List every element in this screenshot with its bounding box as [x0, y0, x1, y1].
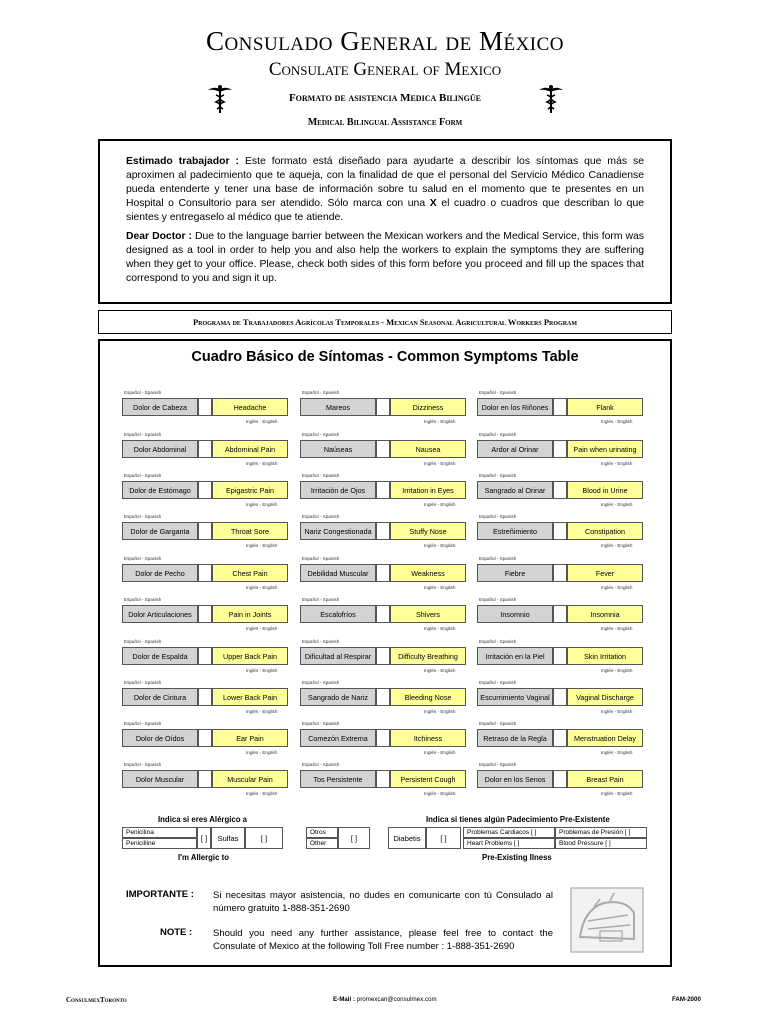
- symptom-checkbox[interactable]: [553, 398, 567, 416]
- symptom-es: Comezón Extrema: [300, 729, 376, 747]
- note-label: NOTE :: [160, 927, 193, 938]
- english-tag: Inglés - English: [246, 709, 278, 714]
- spanish-tag: Español - Spanish: [302, 473, 340, 478]
- english-tag: Inglés - English: [424, 419, 456, 424]
- symptom-checkbox[interactable]: [553, 440, 567, 458]
- spanish-tag: Español - Spanish: [302, 432, 340, 437]
- symptom-es: Dolor en los Riñones: [477, 398, 553, 416]
- form-title-en: Medical Bilingual Assistance Form: [307, 117, 463, 128]
- symptom-es: Dolor Muscular: [122, 770, 198, 788]
- symptom-es: Dolor de Oídos: [122, 729, 198, 747]
- symptom-es: Escurrimiento Vaginal: [477, 688, 553, 706]
- symptom-es: Escalofríos: [300, 605, 376, 623]
- english-tag: Inglés - English: [424, 709, 456, 714]
- symptom-en: Flank: [567, 398, 643, 416]
- symptoms-table-title: Cuadro Básico de Síntomas - Common Symptoms Table: [191, 349, 579, 365]
- symptom-es: Debilidad Muscular: [300, 564, 376, 582]
- symptom-checkbox[interactable]: [198, 564, 212, 582]
- footer-code: FAM-2000: [672, 996, 701, 1003]
- symptom-es: Retraso de la Regla: [477, 729, 553, 747]
- spanish-tag: Español - Spanish: [479, 473, 517, 478]
- spanish-tag: Español - Spanish: [302, 556, 340, 561]
- symptom-en: Upper Back Pain: [212, 647, 288, 665]
- symptom-checkbox[interactable]: [198, 398, 212, 416]
- intro-es-mark: X: [429, 198, 437, 209]
- importante-text: Si necesitas mayor asistencia, no dudes en comunicarte con tú Consulado al número gratuito 1-888-351-2690: [213, 890, 553, 914]
- symptom-checkbox[interactable]: [376, 564, 390, 582]
- english-tag: Inglés - English: [246, 668, 278, 673]
- english-tag: Inglés - English: [424, 626, 456, 631]
- symptom-es: Estreñimiento: [477, 522, 553, 540]
- note-text: Should you need any further assistance, please feel free to contact the Consulate of Mexico at the following Toll Free number : 1-888-351-2690: [213, 928, 553, 952]
- allergy-title: Indica si eres Alérgico a: [158, 815, 247, 824]
- symptom-es: Dolor de Espalda: [122, 647, 198, 665]
- symptom-en: Persistent Cough: [390, 770, 466, 788]
- symptom-checkbox[interactable]: [553, 481, 567, 499]
- sulfas-label: Sulfas: [211, 827, 245, 849]
- symptom-en: Nausea: [390, 440, 466, 458]
- heart-problems-option[interactable]: Heart Problems [ ]: [463, 838, 555, 849]
- spanish-tag: Español - Spanish: [302, 639, 340, 644]
- symptom-en: Dizziness: [390, 398, 466, 416]
- page-subtitle: Consulate General of Mexico: [268, 59, 502, 80]
- symptom-checkbox[interactable]: [553, 770, 567, 788]
- spanish-tag: Español - Spanish: [124, 390, 162, 395]
- symptom-en: Weakness: [390, 564, 466, 582]
- spanish-tag: Español - Spanish: [124, 721, 162, 726]
- symptom-es: Dolor Abdominal: [122, 440, 198, 458]
- symptom-checkbox[interactable]: [553, 688, 567, 706]
- english-tag: Inglés - English: [246, 543, 278, 548]
- symptom-en: Menstruation Delay: [567, 729, 643, 747]
- english-tag: Inglés - English: [424, 791, 456, 796]
- symptom-es: Dolor de Pecho: [122, 564, 198, 582]
- symptom-es: Dolor de Garganta: [122, 522, 198, 540]
- spanish-tag: Español - Spanish: [302, 597, 340, 602]
- symptom-checkbox[interactable]: [553, 522, 567, 540]
- english-tag: Inglés - English: [424, 668, 456, 673]
- spanish-tag: Español - Spanish: [124, 514, 162, 519]
- spanish-tag: Español - Spanish: [124, 680, 162, 685]
- symptom-en: Blood in Urine: [567, 481, 643, 499]
- spanish-tag: Español - Spanish: [479, 680, 517, 685]
- symptom-es: Dolor en los Senos: [477, 770, 553, 788]
- footer-email-label: E-Mail :: [333, 996, 356, 1003]
- intro-es-text-1: Este formato está diseñado para ayudarte a describir los síntomas que más se aproximen al padecimiento que te aqueja, con la finalidad de que el personal del Servicio Médico Canadiense pueda entenderte y tener una base de información sobre tu salud en el momento que te presentes en un Hospital o Consultorio para ser atendido. Sólo marca con una: [126, 156, 644, 209]
- english-tag: Inglés - English: [601, 791, 633, 796]
- symptom-checkbox[interactable]: [553, 729, 567, 747]
- spanish-tag: Español - Spanish: [479, 721, 517, 726]
- symptom-en: Insomnia: [567, 605, 643, 623]
- spanish-tag: Español - Spanish: [302, 721, 340, 726]
- spanish-tag: Español - Spanish: [479, 390, 517, 395]
- spanish-tag: Español - Spanish: [479, 639, 517, 644]
- english-tag: Inglés - English: [601, 709, 633, 714]
- symptom-checkbox[interactable]: [553, 605, 567, 623]
- intro-box: [98, 139, 672, 304]
- spanish-tag: Español - Spanish: [302, 390, 340, 395]
- intro-es-lead: Estimado trabajador :: [126, 156, 239, 167]
- penicilline-label: Penicilline: [122, 838, 197, 849]
- symptom-en: Stuffy Nose: [390, 522, 466, 540]
- english-tag: Inglés - English: [246, 419, 278, 424]
- symptom-checkbox[interactable]: [198, 605, 212, 623]
- otros-label: Otros: [306, 827, 338, 838]
- other-label: Other: [306, 838, 338, 849]
- symptom-checkbox[interactable]: [376, 440, 390, 458]
- symptom-es: Sangrado de Nariz: [300, 688, 376, 706]
- symptom-en: Muscular Pain: [212, 770, 288, 788]
- other-allergy-checkbox[interactable]: [ ]: [338, 827, 370, 849]
- symptom-en: Headache: [212, 398, 288, 416]
- page-title: Consulado General de México: [205, 26, 565, 56]
- spanish-tag: Español - Spanish: [124, 639, 162, 644]
- english-tag: Inglés - English: [424, 585, 456, 590]
- symptom-en: Constipation: [567, 522, 643, 540]
- footer-left: ConsulmexToronto: [66, 996, 127, 1004]
- symptom-checkbox[interactable]: [198, 440, 212, 458]
- symptom-checkbox[interactable]: [198, 770, 212, 788]
- english-tag: Inglés - English: [601, 668, 633, 673]
- symptom-checkbox[interactable]: [553, 564, 567, 582]
- english-tag: Inglés - English: [601, 461, 633, 466]
- symptom-en: Chest Pain: [212, 564, 288, 582]
- spanish-tag: Español - Spanish: [124, 762, 162, 767]
- symptom-en: Pain when urinating: [567, 440, 643, 458]
- intro-spanish: [126, 155, 644, 225]
- symptom-es: Dolor de Cintura: [122, 688, 198, 706]
- symptom-en: Difficulty Breathing: [390, 647, 466, 665]
- spanish-tag: Español - Spanish: [302, 680, 340, 685]
- symptom-checkbox[interactable]: [376, 688, 390, 706]
- spanish-tag: Español - Spanish: [479, 556, 517, 561]
- footer-email-address[interactable]: promexcan@consulmex.com: [356, 996, 437, 1003]
- english-tag: Inglés - English: [424, 502, 456, 507]
- symptom-checkbox[interactable]: [376, 481, 390, 499]
- symptom-checkbox[interactable]: [376, 729, 390, 747]
- symptom-checkbox[interactable]: [198, 729, 212, 747]
- english-tag: Inglés - English: [246, 502, 278, 507]
- allergy-footer: I'm Allergic to: [178, 853, 229, 862]
- spanish-tag: Español - Spanish: [124, 473, 162, 478]
- spanish-tag: Español - Spanish: [479, 514, 517, 519]
- symptom-es: Ardor al Orinar: [477, 440, 553, 458]
- spanish-tag: Español - Spanish: [124, 597, 162, 602]
- english-tag: Inglés - English: [424, 543, 456, 548]
- spanish-tag: Español - Spanish: [302, 762, 340, 767]
- intro-es-text-2: el cuadro o cuadros que describan lo que sientes y entregaselo al médico que te atiende.: [126, 198, 645, 223]
- symptom-es: Fiebre: [477, 564, 553, 582]
- program-banner: Programa de Trabajadores Agrícolas Temporales - Mexican Seasonal Agricultural Workers Program: [98, 310, 672, 334]
- symptom-es: Irritación de Ojos: [300, 481, 376, 499]
- presion-option[interactable]: Problemas de Presión [ ]: [555, 827, 647, 838]
- symptom-es: Dificultad al Respirar: [300, 647, 376, 665]
- symptom-checkbox[interactable]: [376, 605, 390, 623]
- cardiacos-option[interactable]: Problemas Cardiacos [ ]: [463, 827, 555, 838]
- symptom-es: Dolor Articulaciones: [122, 605, 198, 623]
- english-tag: Inglés - English: [246, 626, 278, 631]
- english-tag: Inglés - English: [601, 419, 633, 424]
- symptom-en: Pain in Joints: [212, 605, 288, 623]
- english-tag: Inglés - English: [601, 543, 633, 548]
- symptom-checkbox[interactable]: [376, 770, 390, 788]
- preexisting-title: Indica si tienes algún Padecimiento Pre-Existente: [426, 815, 610, 824]
- symptom-es: Mareos: [300, 398, 376, 416]
- symptom-en: Bleeding Nose: [390, 688, 466, 706]
- spanish-tag: Español - Spanish: [479, 432, 517, 437]
- symptom-en: Ear Pain: [212, 729, 288, 747]
- symptom-es: Tos Persistente: [300, 770, 376, 788]
- symptom-en: Epigastric Pain: [212, 481, 288, 499]
- symptom-checkbox[interactable]: [198, 647, 212, 665]
- symptom-en: Fever: [567, 564, 643, 582]
- english-tag: Inglés - English: [246, 461, 278, 466]
- english-tag: Inglés - English: [601, 585, 633, 590]
- symptom-checkbox[interactable]: [553, 647, 567, 665]
- symptom-checkbox[interactable]: [198, 688, 212, 706]
- english-tag: Inglés - English: [246, 791, 278, 796]
- english-tag: Inglés - English: [601, 502, 633, 507]
- intro-english: [126, 230, 644, 286]
- spanish-tag: Español - Spanish: [302, 514, 340, 519]
- english-tag: Inglés - English: [601, 750, 633, 755]
- blood-pressure-option[interactable]: Blood Pressure [ ]: [555, 838, 647, 849]
- importante-label: IMPORTANTE :: [126, 889, 194, 900]
- symptom-en: Breast Pain: [567, 770, 643, 788]
- english-tag: Inglés - English: [246, 585, 278, 590]
- symptom-checkbox[interactable]: [198, 522, 212, 540]
- spanish-tag: Español - Spanish: [479, 762, 517, 767]
- symptom-en: Shivers: [390, 605, 466, 623]
- symptom-en: Itchiness: [390, 729, 466, 747]
- symptom-es: Irritación en la Piel: [477, 647, 553, 665]
- english-tag: Inglés - English: [246, 750, 278, 755]
- spanish-tag: Español - Spanish: [479, 597, 517, 602]
- symptom-es: Naúseas: [300, 440, 376, 458]
- symptom-checkbox[interactable]: [376, 647, 390, 665]
- sulfas-checkbox[interactable]: [ ]: [245, 827, 283, 849]
- diabetis-label: Diabetis: [388, 827, 426, 849]
- spanish-tag: Español - Spanish: [124, 556, 162, 561]
- symptom-en: Irritation in Eyes: [390, 481, 466, 499]
- symptom-es: Sangrado al Orinar: [477, 481, 553, 499]
- symptom-en: Vaginal Discharge: [567, 688, 643, 706]
- symptom-es: Dolor de Estómago: [122, 481, 198, 499]
- symptom-en: Lower Back Pain: [212, 688, 288, 706]
- preexisting-footer: Pre-Existing Ilness: [482, 853, 552, 862]
- symptom-checkbox[interactable]: [376, 522, 390, 540]
- penicillin-checkbox[interactable]: [ ]: [197, 827, 211, 849]
- penicilina-label: Penicilina: [122, 827, 197, 838]
- symptom-en: Abdominal Pain: [212, 440, 288, 458]
- symptom-checkbox[interactable]: [198, 481, 212, 499]
- form-title-es: Formato de asistencia Medica Bilingüe: [288, 92, 482, 104]
- diabetis-checkbox[interactable]: [ ]: [426, 827, 461, 849]
- english-tag: Inglés - English: [424, 750, 456, 755]
- symptom-es: Insomnio: [477, 605, 553, 623]
- english-tag: Inglés - English: [601, 626, 633, 631]
- intro-en-text: Due to the language barrier between the Mexican workers and the Medical Service, this form was designed as a tool in order to help you and also help the workers to explain the symptoms they are suffering when they get to your office. Please, check both sides of this form before you proceed and fill up the spaces that correspond to you and sign it up.: [126, 231, 644, 284]
- symptom-checkbox[interactable]: [376, 398, 390, 416]
- intro-en-lead: Dear Doctor :: [126, 231, 193, 242]
- symptom-es: Dolor de Cabeza: [122, 398, 198, 416]
- footer-email: [333, 996, 437, 1003]
- spanish-tag: Español - Spanish: [124, 432, 162, 437]
- symptom-en: Skin Irritation: [567, 647, 643, 665]
- consulate-stamp-image: [570, 887, 644, 953]
- english-tag: Inglés - English: [424, 461, 456, 466]
- symptom-es: Nariz Congestionada: [300, 522, 376, 540]
- symptom-en: Throat Sore: [212, 522, 288, 540]
